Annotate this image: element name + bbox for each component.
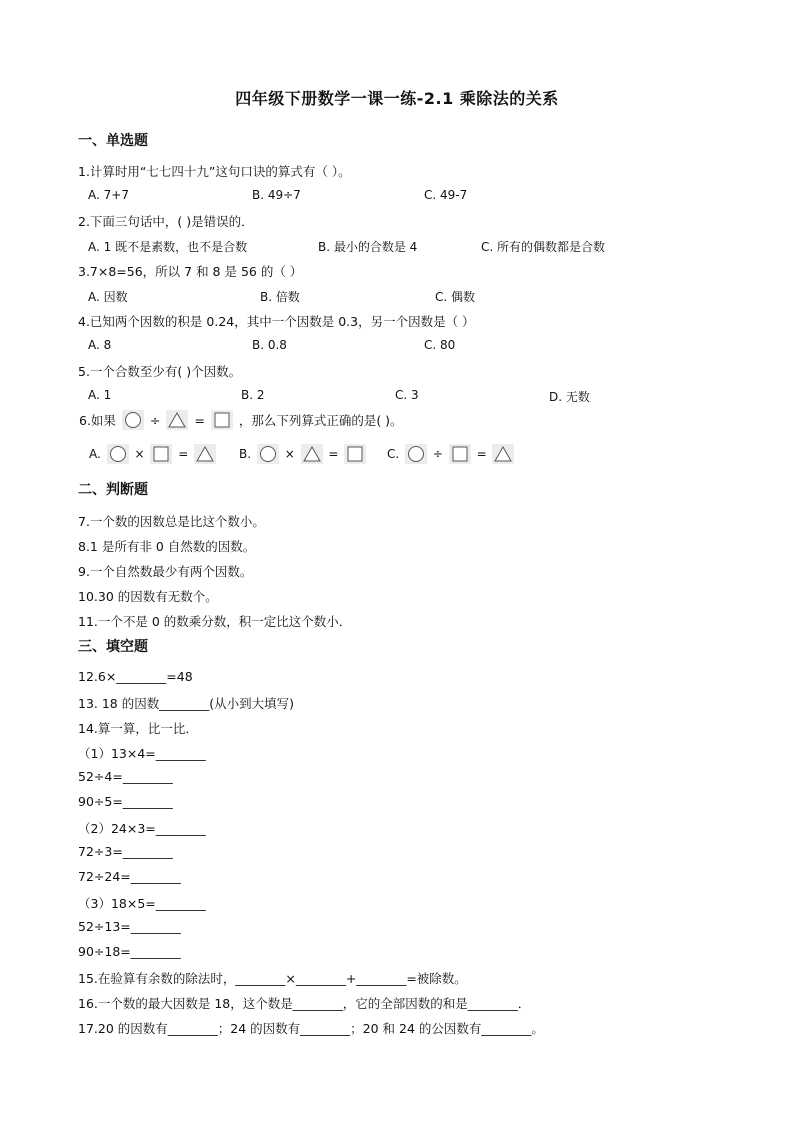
q14-line: 52÷13=________ — [78, 919, 181, 934]
q5-option-b: B. 2 — [241, 388, 265, 402]
q1-option-c: C. 49-7 — [424, 188, 468, 202]
q14-line: 52÷4=________ — [78, 769, 173, 784]
q14-line: （1）13×4=________ — [78, 746, 206, 761]
q6-option-b: B. × = — [238, 444, 367, 464]
question-11: 11.一个不是 0 的数乘分数，积一定比这个数小． — [78, 614, 352, 629]
triangle-icon — [492, 444, 514, 464]
square-icon — [449, 444, 471, 464]
q4-option-b: B. 0.8 — [252, 338, 287, 352]
page-title: 四年级下册数学一课一练-2.1 乘除法的关系 — [235, 89, 559, 108]
q6b-multiply-sign: × — [284, 447, 295, 461]
question-7: 7.一个数的因数总是比这个数小。 — [78, 514, 265, 529]
question-8: 8.1 是所有非 0 自然数的因数。 — [78, 539, 256, 554]
q3-option-c: C. 偶数 — [435, 290, 476, 304]
question-12: 12.6×________=48 — [78, 669, 193, 684]
q14-line: 90÷5=________ — [78, 794, 173, 809]
triangle-icon — [194, 444, 216, 464]
question-16: 16.一个数的最大因数是 18，这个数是________，它的全部因数的和是________． — [78, 996, 531, 1011]
q6-prefix: 6.如果 — [79, 413, 116, 428]
square-icon — [344, 444, 366, 464]
circle-icon — [257, 444, 279, 464]
triangle-icon — [166, 410, 188, 430]
q6-equals-sign: = — [194, 412, 205, 428]
q14-line: 90÷18=________ — [78, 944, 181, 959]
question-13: 13. 18 的因数________(从小到大填写) — [78, 696, 294, 711]
q6c-divide-sign: ÷ — [432, 447, 443, 461]
q4-option-a: A. 8 — [88, 338, 112, 352]
q6a-multiply-sign: × — [134, 447, 145, 461]
q2-option-a: A. 1 既不是素数，也不是合数 — [88, 240, 248, 254]
q1-option-a: A. 7+7 — [88, 188, 129, 202]
q3-option-b: B. 倍数 — [260, 290, 300, 304]
question-4: 4.已知两个因数的积是 0.24，其中一个因数是 0.3，另一个因数是（ ） — [78, 314, 475, 329]
q6-suffix: ，那么下列算式正确的是( )。 — [238, 413, 403, 428]
question-17: 17.20 的因数有________；24 的因数有________；20 和 24 的公因数有________。 — [78, 1021, 544, 1036]
square-icon — [150, 444, 172, 464]
triangle-icon — [301, 444, 323, 464]
question-6 — [78, 410, 404, 430]
q14-line: （3）18×5=________ — [78, 896, 206, 911]
q2-option-b: B. 最小的合数是 4 — [318, 240, 418, 254]
question-5: 5.一个合数至少有( )个因数。 — [78, 364, 242, 379]
q6a-equals-sign: = — [178, 447, 189, 461]
q6b-equals-sign: = — [328, 447, 339, 461]
question-10: 10.30 的因数有无数个。 — [78, 589, 218, 604]
q2-option-c: C. 所有的偶数都是合数 — [481, 240, 606, 254]
q5-option-c: C. 3 — [395, 388, 419, 402]
q1-option-b: B. 49÷7 — [252, 188, 301, 202]
q3-option-a: A. 因数 — [88, 290, 128, 304]
circle-icon — [122, 410, 144, 430]
q14-line: 72÷3=________ — [78, 844, 173, 859]
q6-divide-sign: ÷ — [149, 412, 161, 428]
circle-icon — [107, 444, 129, 464]
q6-option-a: A. × = — [88, 444, 217, 464]
question-14: 14.算一算，比一比． — [78, 721, 198, 736]
square-icon — [211, 410, 233, 430]
q5-option-d: D. 无数 — [549, 390, 590, 404]
question-9: 9.一个自然数最少有两个因数。 — [78, 564, 253, 579]
section-heading-fill-in: 三、填空题 — [78, 639, 148, 655]
q5-option-a: A. 1 — [88, 388, 112, 402]
question-2: 2.下面三句话中，( )是错误的． — [78, 214, 254, 229]
question-3: 3.7×8=56，所以 7 和 8 是 56 的（ ） — [78, 264, 303, 279]
q14-line: （2）24×3=________ — [78, 821, 206, 836]
question-1: 1.计算时用“七七四十九”这句口诀的算式有（ ）。 — [78, 164, 351, 179]
section-heading-single-choice: 一、单选题 — [78, 133, 148, 149]
q14-line: 72÷24=________ — [78, 869, 181, 884]
q6c-equals-sign: = — [476, 447, 487, 461]
question-15: 15.在验算有余数的除法时，________×________+________=被除数。 — [78, 971, 467, 986]
circle-icon — [405, 444, 427, 464]
q6-option-c: C. ÷ = — [386, 444, 515, 464]
section-heading-true-false: 二、判断题 — [78, 482, 148, 498]
q4-option-c: C. 80 — [424, 338, 456, 352]
